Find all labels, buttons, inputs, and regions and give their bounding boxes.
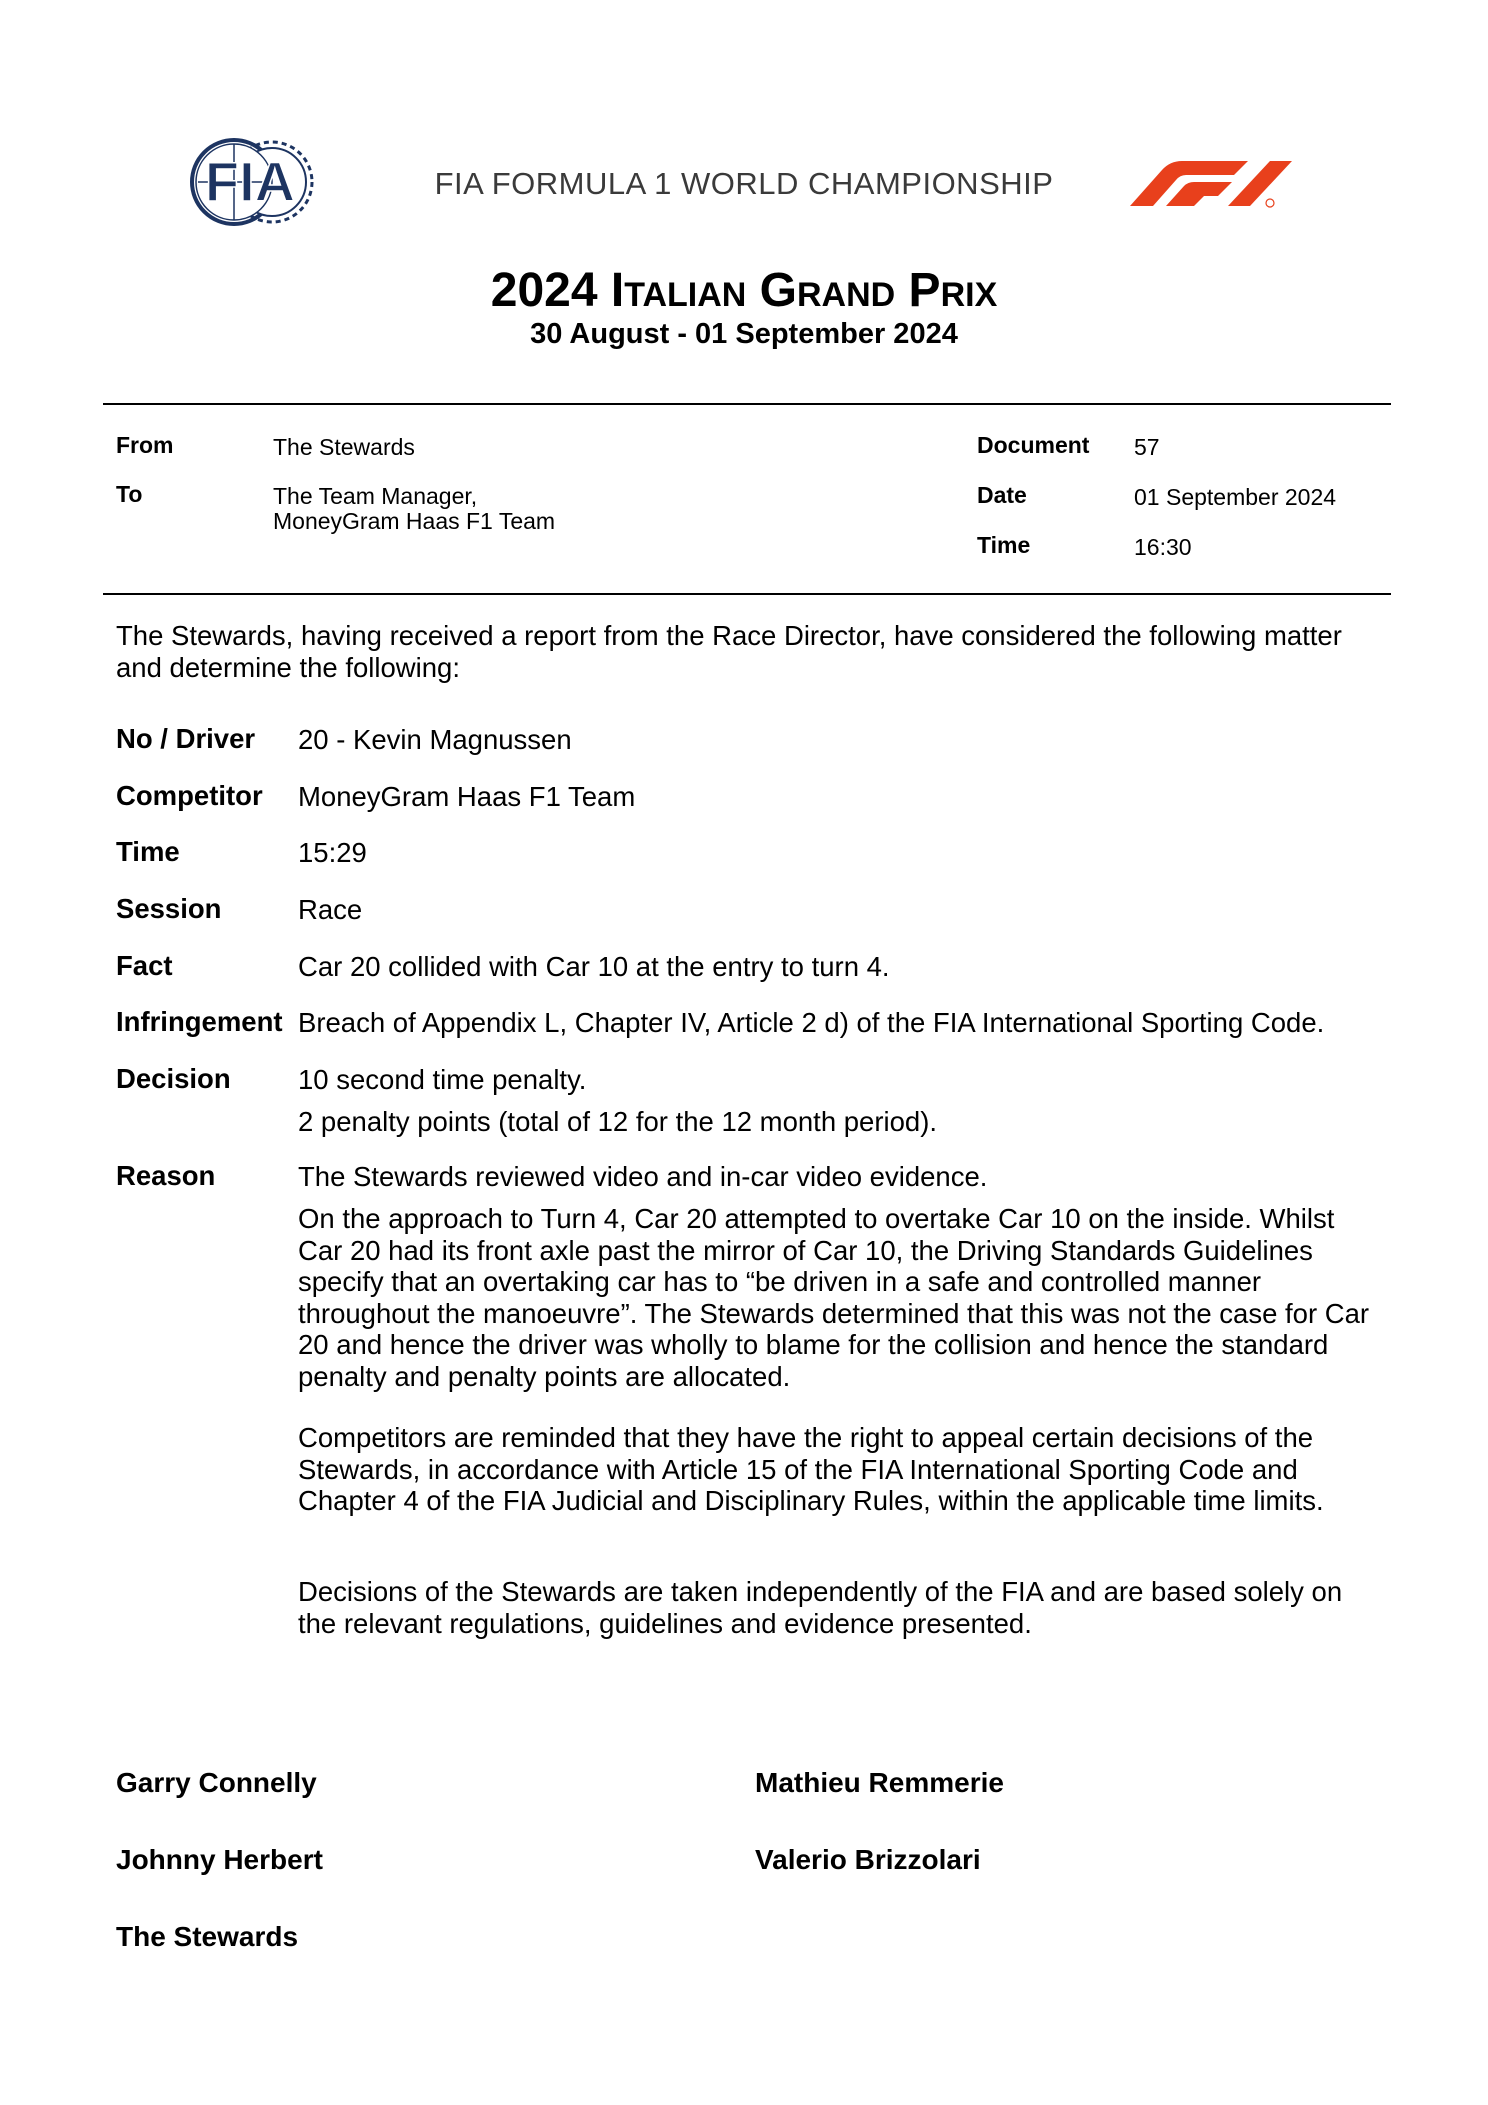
infringement-value: Breach of Appendix L, Chapter IV, Article 2 d) of the FIA International Sporting Code. [298,1007,1325,1038]
championship-title: FIA FORMULA 1 WORLD CHAMPIONSHIP [434,166,1054,201]
divider-top [103,403,1391,405]
steward-signature-1: Garry Connelly [116,1767,317,1798]
date-value: 01 September 2024 [1134,484,1337,510]
appeal-paragraph: Competitors are reminded that they have the right to appeal certain decisions of the Stewards, in accordance with Article 15 of the FIA International Sporting Code and Chapter 4 of the FIA Judicial and Disciplinary Rules, within the applicable time limits. [298,1422,1324,1516]
date-label: Date [977,482,1027,508]
reason-paragraph: On the approach to Turn 4, Car 20 attempted to overtake Car 10 on the inside. Whilst Car 20 had its front axle past the mirror of Car 10, the Driving Standards Guidelines specify that an overtaking car has to “be driven in a safe and controlled manner throughout the manoeuvre”. The Stewards determined that this was not the case for Car 20 and hence the driver was wholly to blame for the collision and hence the standard penalty and penalty points are allocated. [298,1203,1370,1392]
decision-label: Decision [116,1063,231,1094]
to-label: To [116,481,143,507]
incident-time-value: 15:29 [298,837,367,868]
document-label: Document [977,432,1090,458]
driver-value: 20 - Kevin Magnussen [298,724,572,755]
session-value: Race [298,894,363,925]
steward-signature-3: Johnny Herbert [116,1844,323,1875]
fact-label: Fact [116,950,173,981]
f1-logo [1120,158,1305,208]
steward-signature-2: Mathieu Remmerie [755,1767,1004,1798]
intro-text: The Stewards, having received a report from the Race Director, have considered the following matter and determine the following: [116,620,1342,683]
competitor-value: MoneyGram Haas F1 Team [298,781,636,812]
fact-value: Car 20 collided with Car 10 at the entry to turn 4. [298,951,890,982]
competitor-label: Competitor [116,780,263,811]
event-title [0,262,1488,320]
session-label: Session [116,893,222,924]
stewards-footer: The Stewards [116,1921,299,1952]
reason-line1: The Stewards reviewed video and in-car video evidence. [298,1161,988,1192]
infringement-label: Infringement [116,1006,283,1037]
incident-time-label: Time [116,836,180,867]
document-value: 57 [1134,434,1160,460]
to-value-line1: The Team Manager, [273,483,478,509]
event-year: 2024 [490,264,598,317]
steward-signature-4: Valerio Brizzolari [755,1844,981,1875]
decision-line2: 2 penalty points (total of 12 for the 12 month period). [298,1106,937,1137]
time-value: 16:30 [1134,534,1192,560]
from-label: From [116,432,174,458]
from-value: The Stewards [273,434,415,460]
event-dates: 30 August - 01 September 2024 [530,318,958,350]
decision-line1: 10 second time penalty. [298,1064,587,1095]
independence-paragraph: Decisions of the Stewards are taken independently of the FIA and are based solely on the relevant regulations, guidelines and evidence presented. [298,1576,1343,1639]
event-name: Italian Grand Prix [610,264,998,317]
reason-label: Reason [116,1160,216,1191]
to-value-line2: MoneyGram Haas F1 Team [273,508,556,534]
driver-label: No / Driver [116,723,256,754]
time-label: Time [977,532,1031,558]
fia-logo-text: FIA [204,150,296,213]
divider-bottom [103,593,1391,595]
